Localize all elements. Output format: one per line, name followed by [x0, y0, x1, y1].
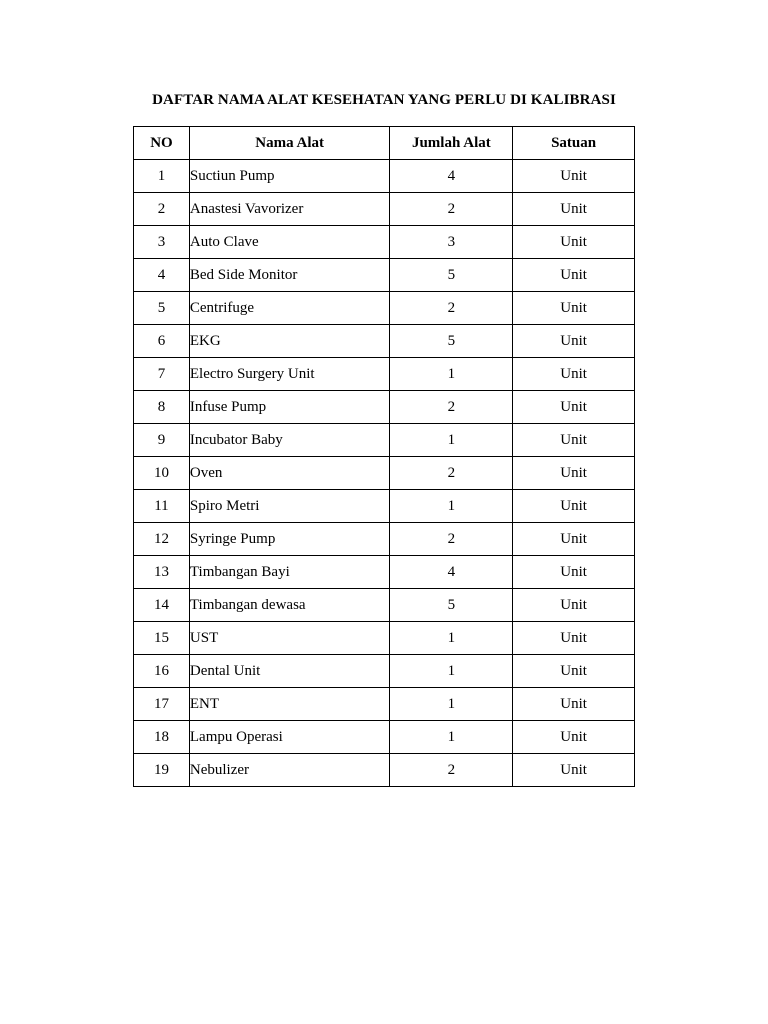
table-row	[134, 259, 635, 292]
equipment-unit: Unit	[513, 688, 635, 721]
table-row	[134, 622, 635, 655]
table-row	[134, 193, 635, 226]
equipment-quantity: 5	[390, 325, 513, 358]
equipment-unit: Unit	[513, 721, 635, 754]
equipment-name: Timbangan Bayi	[189, 556, 390, 589]
equipment-table	[133, 126, 635, 787]
table-row	[134, 358, 635, 391]
equipment-quantity: 1	[390, 358, 513, 391]
row-number: 11	[134, 490, 190, 523]
equipment-quantity: 2	[390, 754, 513, 787]
equipment-quantity: 2	[390, 292, 513, 325]
equipment-quantity: 1	[390, 721, 513, 754]
row-number: 3	[134, 226, 190, 259]
equipment-name: EKG	[189, 325, 390, 358]
equipment-name: Oven	[189, 457, 390, 490]
row-number: 15	[134, 622, 190, 655]
table-row	[134, 424, 635, 457]
row-number: 19	[134, 754, 190, 787]
row-number: 6	[134, 325, 190, 358]
equipment-name: Infuse Pump	[189, 391, 390, 424]
equipment-quantity: 5	[390, 589, 513, 622]
table-row	[134, 523, 635, 556]
row-number: 7	[134, 358, 190, 391]
row-number: 13	[134, 556, 190, 589]
table-body	[134, 160, 635, 787]
row-number: 18	[134, 721, 190, 754]
equipment-name: UST	[189, 622, 390, 655]
row-number: 14	[134, 589, 190, 622]
equipment-unit: Unit	[513, 259, 635, 292]
equipment-quantity: 2	[390, 523, 513, 556]
header-row	[134, 127, 635, 160]
table-row	[134, 754, 635, 787]
equipment-unit: Unit	[513, 589, 635, 622]
equipment-quantity: 5	[390, 259, 513, 292]
equipment-quantity: 1	[390, 424, 513, 457]
equipment-quantity: 1	[390, 622, 513, 655]
equipment-quantity: 3	[390, 226, 513, 259]
equipment-unit: Unit	[513, 622, 635, 655]
equipment-name: Auto Clave	[189, 226, 390, 259]
row-number: 12	[134, 523, 190, 556]
equipment-unit: Unit	[513, 193, 635, 226]
table-row	[134, 292, 635, 325]
table-row	[134, 457, 635, 490]
equipment-name: Syringe Pump	[189, 523, 390, 556]
row-number: 16	[134, 655, 190, 688]
header-no: NO	[134, 127, 190, 160]
equipment-name: Suctiun Pump	[189, 160, 390, 193]
row-number: 17	[134, 688, 190, 721]
row-number: 10	[134, 457, 190, 490]
equipment-name: Incubator Baby	[189, 424, 390, 457]
equipment-unit: Unit	[513, 457, 635, 490]
equipment-unit: Unit	[513, 160, 635, 193]
equipment-name: Lampu Operasi	[189, 721, 390, 754]
table-row	[134, 655, 635, 688]
equipment-quantity: 2	[390, 193, 513, 226]
table-row	[134, 556, 635, 589]
equipment-name: Dental Unit	[189, 655, 390, 688]
table-row	[134, 688, 635, 721]
equipment-unit: Unit	[513, 358, 635, 391]
equipment-unit: Unit	[513, 655, 635, 688]
row-number: 4	[134, 259, 190, 292]
row-number: 8	[134, 391, 190, 424]
table-header	[134, 127, 635, 160]
equipment-unit: Unit	[513, 424, 635, 457]
equipment-name: Centrifuge	[189, 292, 390, 325]
page-title: DAFTAR NAMA ALAT KESEHATAN YANG PERLU DI KALIBRASI	[152, 92, 616, 108]
equipment-quantity: 4	[390, 160, 513, 193]
row-number: 9	[134, 424, 190, 457]
header-unit: Satuan	[513, 127, 635, 160]
equipment-unit: Unit	[513, 490, 635, 523]
equipment-quantity: 1	[390, 655, 513, 688]
table-row	[134, 226, 635, 259]
equipment-unit: Unit	[513, 754, 635, 787]
equipment-name: Anastesi Vavorizer	[189, 193, 390, 226]
header-quantity: Jumlah Alat	[390, 127, 513, 160]
equipment-unit: Unit	[513, 292, 635, 325]
equipment-unit: Unit	[513, 325, 635, 358]
row-number: 2	[134, 193, 190, 226]
equipment-name: ENT	[189, 688, 390, 721]
equipment-name: Nebulizer	[189, 754, 390, 787]
equipment-quantity: 1	[390, 490, 513, 523]
table-row	[134, 391, 635, 424]
equipment-name: Timbangan dewasa	[189, 589, 390, 622]
equipment-quantity: 2	[390, 391, 513, 424]
equipment-quantity: 2	[390, 457, 513, 490]
table-row	[134, 325, 635, 358]
equipment-name: Electro Surgery Unit	[189, 358, 390, 391]
equipment-name: Bed Side Monitor	[189, 259, 390, 292]
equipment-unit: Unit	[513, 556, 635, 589]
equipment-quantity: 1	[390, 688, 513, 721]
table-row	[134, 490, 635, 523]
equipment-unit: Unit	[513, 391, 635, 424]
equipment-quantity: 4	[390, 556, 513, 589]
equipment-name: Spiro Metri	[189, 490, 390, 523]
equipment-unit: Unit	[513, 523, 635, 556]
equipment-unit: Unit	[513, 226, 635, 259]
row-number: 5	[134, 292, 190, 325]
table-row	[134, 721, 635, 754]
table-row	[134, 160, 635, 193]
row-number: 1	[134, 160, 190, 193]
table-row	[134, 589, 635, 622]
header-name: Nama Alat	[189, 127, 390, 160]
